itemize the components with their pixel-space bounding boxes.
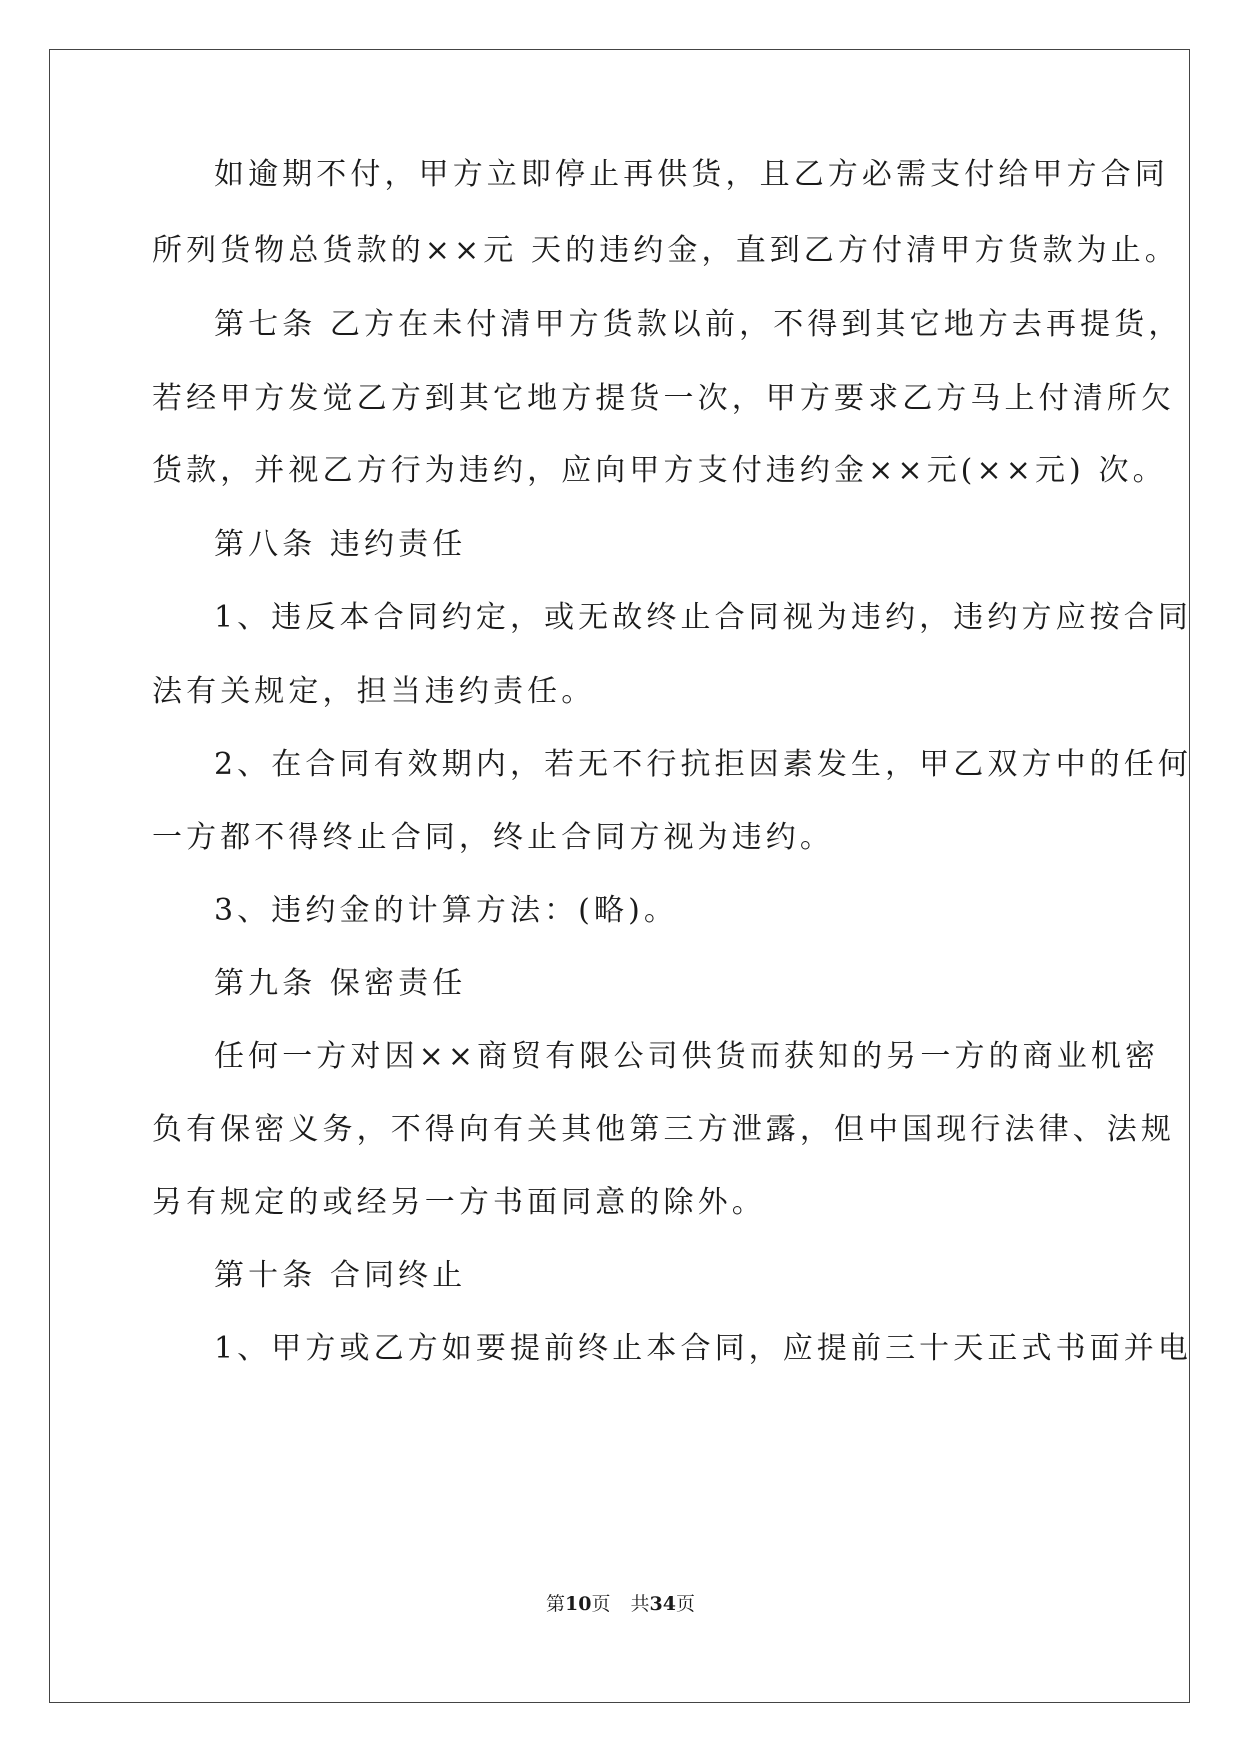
text-line: 负有保密义务，不得向有关其他第三方泄露，但中国现行法律、法规	[152, 1112, 1175, 1147]
text-line: 3、违约金的计算方法：(略)。	[214, 893, 678, 928]
total-prefix: 共	[630, 1593, 650, 1615]
current-page-number: 10	[565, 1593, 592, 1615]
article-heading: 第十条 合同终止	[214, 1258, 467, 1293]
text-line: 一方都不得终止合同，终止合同方视为违约。	[152, 820, 834, 855]
text-line: 法有关规定，担当违约责任。	[152, 674, 596, 709]
page-suffix: 页	[591, 1593, 611, 1615]
text-line: 如逾期不付，甲方立即停止再供货，且乙方必需支付给甲方合同	[214, 157, 1169, 192]
text-line: 所列货物总货款的××元 天的违约金，直到乙方付清甲方货款为止。	[152, 233, 1179, 268]
page-prefix: 第	[546, 1593, 566, 1615]
article-heading: 第九条 保密责任	[214, 966, 467, 1001]
page-frame	[49, 49, 1190, 1703]
page-footer	[0, 1592, 1241, 1616]
text-line: 第七条 乙方在未付清甲方货款以前，不得到其它地方去再提货，	[214, 307, 1183, 342]
text-line: 货款，并视乙方行为违约，应向甲方支付违约金××元(××元) 次。	[152, 453, 1167, 488]
total-page-number: 34	[649, 1593, 676, 1615]
total-suffix: 页	[675, 1593, 695, 1615]
text-line: 1、甲方或乙方如要提前终止本合同，应提前三十天正式书面并电	[214, 1331, 1192, 1366]
text-line: 若经甲方发觉乙方到其它地方提货一次，甲方要求乙方马上付清所欠	[152, 381, 1175, 416]
article-heading: 第八条 违约责任	[214, 527, 467, 562]
text-line: 任何一方对因××商贸有限公司供货而获知的另一方的商业机密	[214, 1039, 1160, 1074]
text-line: 1、违反本合同约定，或无故终止合同视为违约，违约方应按合同	[214, 600, 1192, 635]
text-line: 另有规定的或经另一方书面同意的除外。	[152, 1185, 766, 1220]
text-line: 2、在合同有效期内，若无不行抗拒因素发生，甲乙双方中的任何	[214, 747, 1192, 782]
